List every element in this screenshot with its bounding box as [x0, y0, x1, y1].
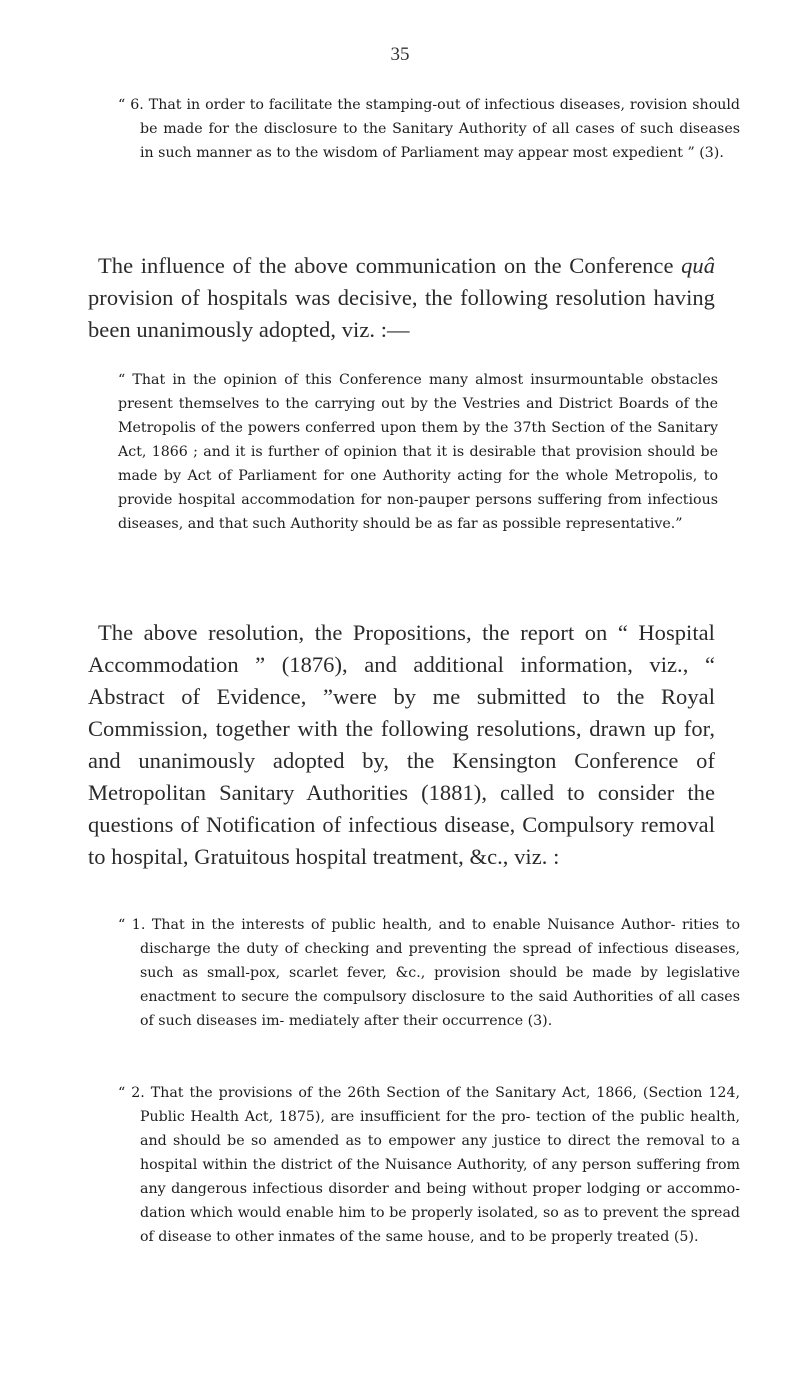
- body-paragraph-resolutions: The above resolution, the Propositions, the report on “ Hospital Accommodation ” (1876), and additional information, viz., “ Abstract of Evidence, ”were by me submitted to the Royal Commission, together with the following resolutions, drawn up for, and unanimously adopted by, the Kensington Conference of Metropolitan Sanitary Authorities (1881), called to consider the questions of Notification of infectious disease, Compulsory removal to hospital, Gratuitous hospital treatment, &c., viz. :: [88, 620, 715, 869]
- body-paragraph-influence: [88, 250, 715, 346]
- body-text: The influence of the above communication on the Conference: [98, 253, 674, 278]
- resolution-item-2: “ 2. That the provisions of the 26th Section of the Sanitary Act, 1866, (Section 124, Public Health Act, 1875), are insufficient for the pro- tection of the public health, and should be so amended as to empower any justice to direct the removal to a hospital within the district of the Nuisance Authority, of any person suffering from any dangerous infectious disorder and being without proper lodging or accommo- dation which would enable him to be properly isolated, so as to prevent the spread of disease to other inmates of the same house, and to be properly treated (5).: [118, 1085, 740, 1245]
- italic-term: quâ: [681, 253, 715, 278]
- quote-conference-resolution: “ That in the opinion of this Conference many almost insurmountable obstacles present themselves to the carrying out by the Vestries and District Boards of the Metropolis of the powers conferred upon them by the 37th Section of the Sanitary Act, 1866 ; and it is further of opinion that it is desirable that provision should be made by Act of Parliament for one Authority acting for the whole Metropolis, to provide hospital accommodation for non-pauper persons suffering from infectious diseases, and that such Authority should be as far as possible representative.”: [118, 372, 718, 532]
- resolution-item-1: “ 1. That in the interests of public health, and to enable Nuisance Author- rities to discharge the duty of checking and preventing the spread of infectious diseases, such as small-pox, scarlet fever, &c., provision should be made by legislative enactment to secure the compulsory disclosure to the said Authorities of all cases of such diseases im- mediately after their occurrence (3).: [118, 917, 740, 1029]
- quote-paragraph-6: “ 6. That in order to facilitate the stamping-out of infectious diseases, rovision should be made for the disclosure to the Sanitary Authority of all cases of such diseases in such manner as to the wisdom of Parliament may appear most expedient ” (3).: [118, 97, 740, 161]
- body-text: provision of hospitals was decisive, the following resolution having been unanimously adopted, viz. :—: [88, 285, 715, 342]
- page-number: 35: [390, 44, 410, 65]
